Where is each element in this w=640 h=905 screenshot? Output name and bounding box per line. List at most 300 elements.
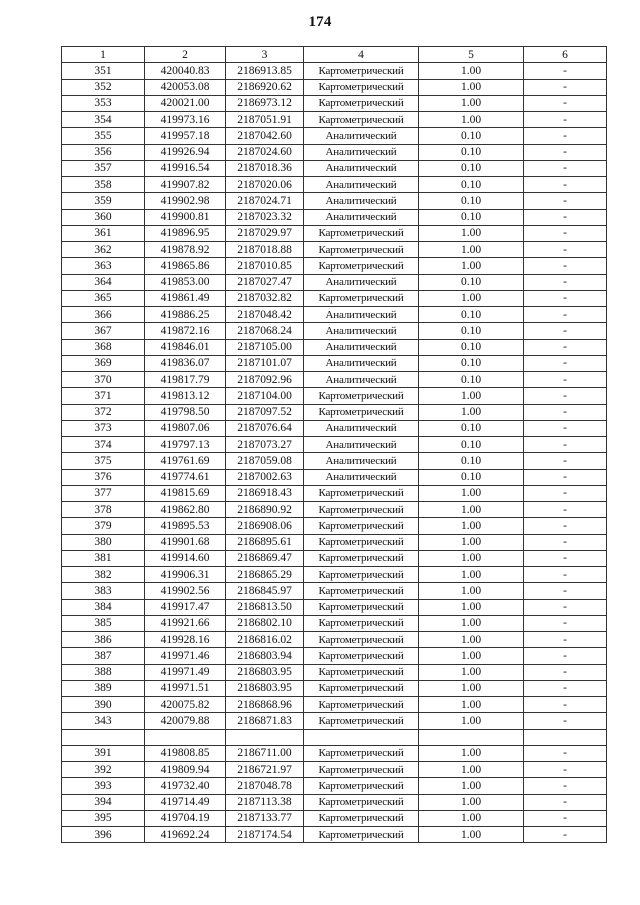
cell-accuracy: 1.00 bbox=[419, 290, 524, 306]
cell-method: Картометрический bbox=[304, 550, 419, 566]
cell-y: 2187027.47 bbox=[226, 274, 304, 290]
cell-accuracy: 1.00 bbox=[419, 567, 524, 583]
cell-y: 2187073.27 bbox=[226, 437, 304, 453]
cell-point-number: 343 bbox=[62, 713, 145, 729]
cell-note: - bbox=[524, 307, 607, 323]
cell-accuracy: 1.00 bbox=[419, 697, 524, 713]
cell-method: Картометрический bbox=[304, 485, 419, 501]
cell-point-number: 376 bbox=[62, 469, 145, 485]
cell-point-number: 392 bbox=[62, 762, 145, 778]
cell-x: 420079.88 bbox=[145, 713, 226, 729]
table-row bbox=[62, 713, 607, 729]
cell-y: 2187133.77 bbox=[226, 810, 304, 826]
cell-x: 419836.07 bbox=[145, 355, 226, 371]
cell-accuracy: 1.00 bbox=[419, 632, 524, 648]
cell-x: 419774.61 bbox=[145, 469, 226, 485]
cell-point-number: 393 bbox=[62, 778, 145, 794]
cell-method bbox=[304, 729, 419, 745]
cell-note: - bbox=[524, 632, 607, 648]
col-header-x: 2 bbox=[145, 47, 226, 63]
cell-x: 419807.06 bbox=[145, 420, 226, 436]
cell-point-number: 363 bbox=[62, 258, 145, 274]
cell-method: Картометрический bbox=[304, 404, 419, 420]
cell-method: Картометрический bbox=[304, 697, 419, 713]
cell-point-number: 367 bbox=[62, 323, 145, 339]
cell-x: 419846.01 bbox=[145, 339, 226, 355]
cell-note: - bbox=[524, 567, 607, 583]
cell-point-number: 375 bbox=[62, 453, 145, 469]
cell-y: 2187023.32 bbox=[226, 209, 304, 225]
cell-y: 2186803.94 bbox=[226, 648, 304, 664]
cell-accuracy: 1.00 bbox=[419, 242, 524, 258]
cell-y: 2186973.12 bbox=[226, 95, 304, 111]
cell-method: Аналитический bbox=[304, 339, 419, 355]
cell-y: 2187020.06 bbox=[226, 177, 304, 193]
table-row bbox=[62, 745, 607, 761]
cell-y: 2187048.78 bbox=[226, 778, 304, 794]
cell-accuracy: 1.00 bbox=[419, 79, 524, 95]
cell-x: 419971.46 bbox=[145, 648, 226, 664]
cell-point-number: 390 bbox=[62, 697, 145, 713]
cell-x: 419896.95 bbox=[145, 225, 226, 241]
cell-x: 419704.19 bbox=[145, 810, 226, 826]
cell-y: 2186918.43 bbox=[226, 485, 304, 501]
cell-note: - bbox=[524, 518, 607, 534]
cell-method: Аналитический bbox=[304, 437, 419, 453]
cell-note: - bbox=[524, 388, 607, 404]
cell-accuracy: 1.00 bbox=[419, 63, 524, 79]
cell-point-number: 386 bbox=[62, 632, 145, 648]
cell-note: - bbox=[524, 63, 607, 79]
cell-point-number: 356 bbox=[62, 144, 145, 160]
table-row bbox=[62, 323, 607, 339]
cell-method: Картометрический bbox=[304, 518, 419, 534]
cell-y: 2186895.61 bbox=[226, 534, 304, 550]
table-row bbox=[62, 160, 607, 176]
cell-method: Картометрический bbox=[304, 599, 419, 615]
cell-point-number: 373 bbox=[62, 420, 145, 436]
cell-x: 419815.69 bbox=[145, 485, 226, 501]
table-row bbox=[62, 680, 607, 696]
cell-accuracy: 0.10 bbox=[419, 420, 524, 436]
cell-x: 419914.60 bbox=[145, 550, 226, 566]
cell-accuracy: 0.10 bbox=[419, 193, 524, 209]
cell-point-number: 374 bbox=[62, 437, 145, 453]
cell-method: Картометрический bbox=[304, 680, 419, 696]
cell-accuracy bbox=[419, 729, 524, 745]
cell-point-number: 372 bbox=[62, 404, 145, 420]
cell-x: 419895.53 bbox=[145, 518, 226, 534]
coordinates-table bbox=[61, 46, 607, 843]
cell-accuracy: 0.10 bbox=[419, 307, 524, 323]
cell-method: Аналитический bbox=[304, 193, 419, 209]
cell-method: Картометрический bbox=[304, 762, 419, 778]
cell-note: - bbox=[524, 745, 607, 761]
cell-note: - bbox=[524, 762, 607, 778]
table-row bbox=[62, 453, 607, 469]
cell-method: Аналитический bbox=[304, 144, 419, 160]
cell-method: Картометрический bbox=[304, 583, 419, 599]
cell-method: Аналитический bbox=[304, 274, 419, 290]
cell-y: 2187092.96 bbox=[226, 372, 304, 388]
cell-note: - bbox=[524, 534, 607, 550]
cell-method: Картометрический bbox=[304, 79, 419, 95]
cell-accuracy: 0.10 bbox=[419, 160, 524, 176]
cell-method: Картометрический bbox=[304, 290, 419, 306]
table-row bbox=[62, 258, 607, 274]
cell-accuracy: 1.00 bbox=[419, 778, 524, 794]
cell-x: 419798.50 bbox=[145, 404, 226, 420]
cell-point-number: 361 bbox=[62, 225, 145, 241]
table-row bbox=[62, 404, 607, 420]
cell-accuracy: 0.10 bbox=[419, 372, 524, 388]
cell-note: - bbox=[524, 339, 607, 355]
cell-x: 420075.82 bbox=[145, 697, 226, 713]
cell-note: - bbox=[524, 599, 607, 615]
cell-method: Картометрический bbox=[304, 778, 419, 794]
cell-note: - bbox=[524, 372, 607, 388]
cell-y: 2187105.00 bbox=[226, 339, 304, 355]
cell-accuracy: 1.00 bbox=[419, 810, 524, 826]
cell-x: 419906.31 bbox=[145, 567, 226, 583]
table-row bbox=[62, 95, 607, 111]
table-row bbox=[62, 632, 607, 648]
cell-x: 419971.49 bbox=[145, 664, 226, 680]
cell-x: 419761.69 bbox=[145, 453, 226, 469]
cell-note: - bbox=[524, 404, 607, 420]
table-row bbox=[62, 420, 607, 436]
cell-method: Картометрический bbox=[304, 258, 419, 274]
cell-x: 419714.49 bbox=[145, 794, 226, 810]
cell-point-number: 359 bbox=[62, 193, 145, 209]
cell-accuracy: 0.10 bbox=[419, 144, 524, 160]
cell-y: 2187174.54 bbox=[226, 827, 304, 843]
cell-y: 2186871.83 bbox=[226, 713, 304, 729]
cell-note: - bbox=[524, 453, 607, 469]
cell-note: - bbox=[524, 177, 607, 193]
table-row bbox=[62, 79, 607, 95]
cell-y: 2187059.08 bbox=[226, 453, 304, 469]
col-header-note: 6 bbox=[524, 47, 607, 63]
cell-method: Картометрический bbox=[304, 713, 419, 729]
cell-y: 2186721.97 bbox=[226, 762, 304, 778]
cell-y: 2186802.10 bbox=[226, 615, 304, 631]
cell-y: 2187010.85 bbox=[226, 258, 304, 274]
cell-note: - bbox=[524, 502, 607, 518]
cell-note: - bbox=[524, 225, 607, 241]
table-row bbox=[62, 502, 607, 518]
cell-accuracy: 1.00 bbox=[419, 599, 524, 615]
cell-point-number: 368 bbox=[62, 339, 145, 355]
cell-x: 419917.47 bbox=[145, 599, 226, 615]
cell-point-number: 365 bbox=[62, 290, 145, 306]
cell-accuracy: 0.10 bbox=[419, 469, 524, 485]
cell-method: Картометрический bbox=[304, 810, 419, 826]
cell-x: 419971.51 bbox=[145, 680, 226, 696]
table-row bbox=[62, 339, 607, 355]
cell-method: Картометрический bbox=[304, 225, 419, 241]
cell-method: Картометрический bbox=[304, 388, 419, 404]
cell-point-number bbox=[62, 729, 145, 745]
cell-note: - bbox=[524, 810, 607, 826]
cell-note: - bbox=[524, 160, 607, 176]
cell-y: 2186816.02 bbox=[226, 632, 304, 648]
cell-accuracy: 0.10 bbox=[419, 437, 524, 453]
table-row bbox=[62, 794, 607, 810]
table-row bbox=[62, 729, 607, 745]
cell-point-number: 355 bbox=[62, 128, 145, 144]
cell-accuracy: 1.00 bbox=[419, 745, 524, 761]
cell-note: - bbox=[524, 437, 607, 453]
table-row bbox=[62, 128, 607, 144]
col-header-accuracy: 5 bbox=[419, 47, 524, 63]
cell-accuracy: 1.00 bbox=[419, 550, 524, 566]
cell-y: 2187018.88 bbox=[226, 242, 304, 258]
cell-x: 419901.68 bbox=[145, 534, 226, 550]
cell-accuracy: 1.00 bbox=[419, 502, 524, 518]
cell-point-number: 364 bbox=[62, 274, 145, 290]
cell-x: 419973.16 bbox=[145, 112, 226, 128]
cell-x: 419926.94 bbox=[145, 144, 226, 160]
cell-point-number: 366 bbox=[62, 307, 145, 323]
table-row bbox=[62, 583, 607, 599]
cell-point-number: 381 bbox=[62, 550, 145, 566]
cell-note: - bbox=[524, 469, 607, 485]
cell-point-number: 396 bbox=[62, 827, 145, 843]
cell-note: - bbox=[524, 290, 607, 306]
cell-point-number: 388 bbox=[62, 664, 145, 680]
cell-y: 2187076.64 bbox=[226, 420, 304, 436]
cell-note: - bbox=[524, 583, 607, 599]
cell-x: 419862.80 bbox=[145, 502, 226, 518]
cell-x: 419817.79 bbox=[145, 372, 226, 388]
table-row bbox=[62, 225, 607, 241]
cell-point-number: 380 bbox=[62, 534, 145, 550]
col-header-point-number: 1 bbox=[62, 47, 145, 63]
cell-accuracy: 0.10 bbox=[419, 274, 524, 290]
cell-point-number: 394 bbox=[62, 794, 145, 810]
cell-x: 419878.92 bbox=[145, 242, 226, 258]
table-row bbox=[62, 648, 607, 664]
cell-x: 419861.49 bbox=[145, 290, 226, 306]
cell-point-number: 370 bbox=[62, 372, 145, 388]
cell-y: 2187101.07 bbox=[226, 355, 304, 371]
cell-y: 2187029.97 bbox=[226, 225, 304, 241]
cell-x: 419921.66 bbox=[145, 615, 226, 631]
cell-method: Картометрический bbox=[304, 794, 419, 810]
cell-note: - bbox=[524, 680, 607, 696]
cell-note: - bbox=[524, 323, 607, 339]
cell-point-number: 358 bbox=[62, 177, 145, 193]
cell-accuracy: 1.00 bbox=[419, 388, 524, 404]
cell-y: 2186920.62 bbox=[226, 79, 304, 95]
cell-note: - bbox=[524, 128, 607, 144]
cell-point-number: 352 bbox=[62, 79, 145, 95]
cell-method: Аналитический bbox=[304, 420, 419, 436]
cell-note: - bbox=[524, 550, 607, 566]
table-row bbox=[62, 762, 607, 778]
table-row bbox=[62, 827, 607, 843]
cell-method: Аналитический bbox=[304, 323, 419, 339]
table-row bbox=[62, 242, 607, 258]
cell-y: 2186890.92 bbox=[226, 502, 304, 518]
cell-note: - bbox=[524, 648, 607, 664]
cell-note: - bbox=[524, 95, 607, 111]
cell-accuracy: 1.00 bbox=[419, 404, 524, 420]
col-header-method: 4 bbox=[304, 47, 419, 63]
cell-x: 419928.16 bbox=[145, 632, 226, 648]
cell-y: 2186845.97 bbox=[226, 583, 304, 599]
cell-method: Картометрический bbox=[304, 567, 419, 583]
cell-accuracy: 0.10 bbox=[419, 339, 524, 355]
table-row bbox=[62, 274, 607, 290]
cell-x: 419809.94 bbox=[145, 762, 226, 778]
cell-accuracy: 1.00 bbox=[419, 713, 524, 729]
cell-note: - bbox=[524, 664, 607, 680]
cell-y: 2186913.85 bbox=[226, 63, 304, 79]
cell-accuracy: 1.00 bbox=[419, 648, 524, 664]
table-header-row bbox=[62, 47, 607, 63]
cell-point-number: 384 bbox=[62, 599, 145, 615]
cell-x bbox=[145, 729, 226, 745]
cell-point-number: 353 bbox=[62, 95, 145, 111]
cell-point-number: 357 bbox=[62, 160, 145, 176]
cell-y: 2187104.00 bbox=[226, 388, 304, 404]
cell-method: Аналитический bbox=[304, 307, 419, 323]
cell-method: Картометрический bbox=[304, 745, 419, 761]
cell-method: Аналитический bbox=[304, 372, 419, 388]
cell-y: 2187051.91 bbox=[226, 112, 304, 128]
cell-x: 420021.00 bbox=[145, 95, 226, 111]
cell-y: 2186868.96 bbox=[226, 697, 304, 713]
cell-x: 419886.25 bbox=[145, 307, 226, 323]
table-row bbox=[62, 63, 607, 79]
table-row bbox=[62, 518, 607, 534]
cell-note: - bbox=[524, 193, 607, 209]
cell-note: - bbox=[524, 485, 607, 501]
page-number: 174 bbox=[308, 14, 332, 30]
cell-y: 2187068.24 bbox=[226, 323, 304, 339]
table-body bbox=[62, 63, 607, 843]
table-row bbox=[62, 112, 607, 128]
cell-x: 419865.86 bbox=[145, 258, 226, 274]
table-row bbox=[62, 697, 607, 713]
cell-x: 419872.16 bbox=[145, 323, 226, 339]
cell-note: - bbox=[524, 827, 607, 843]
cell-method: Аналитический bbox=[304, 453, 419, 469]
cell-x: 419916.54 bbox=[145, 160, 226, 176]
cell-y: 2186711.00 bbox=[226, 745, 304, 761]
cell-method: Аналитический bbox=[304, 355, 419, 371]
cell-x: 419692.24 bbox=[145, 827, 226, 843]
cell-accuracy: 0.10 bbox=[419, 355, 524, 371]
cell-note: - bbox=[524, 274, 607, 290]
cell-point-number: 379 bbox=[62, 518, 145, 534]
cell-accuracy: 1.00 bbox=[419, 827, 524, 843]
cell-y: 2187097.52 bbox=[226, 404, 304, 420]
cell-note: - bbox=[524, 258, 607, 274]
cell-note: - bbox=[524, 144, 607, 160]
table-row bbox=[62, 599, 607, 615]
table-row bbox=[62, 778, 607, 794]
cell-note bbox=[524, 729, 607, 745]
cell-accuracy: 0.10 bbox=[419, 453, 524, 469]
cell-accuracy: 0.10 bbox=[419, 177, 524, 193]
cell-y: 2187024.71 bbox=[226, 193, 304, 209]
cell-y: 2187032.82 bbox=[226, 290, 304, 306]
table-row bbox=[62, 550, 607, 566]
cell-point-number: 369 bbox=[62, 355, 145, 371]
cell-method: Аналитический bbox=[304, 209, 419, 225]
cell-y: 2186869.47 bbox=[226, 550, 304, 566]
cell-y: 2187042.60 bbox=[226, 128, 304, 144]
table-row bbox=[62, 307, 607, 323]
cell-point-number: 377 bbox=[62, 485, 145, 501]
table-row bbox=[62, 193, 607, 209]
table-row bbox=[62, 437, 607, 453]
cell-note: - bbox=[524, 615, 607, 631]
table-row bbox=[62, 534, 607, 550]
cell-x: 419957.18 bbox=[145, 128, 226, 144]
cell-point-number: 389 bbox=[62, 680, 145, 696]
table-row bbox=[62, 372, 607, 388]
table-row bbox=[62, 177, 607, 193]
cell-point-number: 383 bbox=[62, 583, 145, 599]
cell-method: Картометрический bbox=[304, 242, 419, 258]
cell-x: 419900.81 bbox=[145, 209, 226, 225]
table-row bbox=[62, 615, 607, 631]
table-row bbox=[62, 355, 607, 371]
cell-accuracy: 1.00 bbox=[419, 225, 524, 241]
cell-point-number: 378 bbox=[62, 502, 145, 518]
cell-method: Аналитический bbox=[304, 469, 419, 485]
cell-note: - bbox=[524, 778, 607, 794]
cell-method: Картометрический bbox=[304, 648, 419, 664]
cell-y: 2187018.36 bbox=[226, 160, 304, 176]
cell-point-number: 385 bbox=[62, 615, 145, 631]
cell-x: 419902.98 bbox=[145, 193, 226, 209]
cell-y: 2187002.63 bbox=[226, 469, 304, 485]
cell-method: Картометрический bbox=[304, 615, 419, 631]
cell-point-number: 360 bbox=[62, 209, 145, 225]
cell-note: - bbox=[524, 713, 607, 729]
table-row bbox=[62, 290, 607, 306]
cell-method: Аналитический bbox=[304, 177, 419, 193]
cell-point-number: 395 bbox=[62, 810, 145, 826]
cell-accuracy: 1.00 bbox=[419, 664, 524, 680]
cell-note: - bbox=[524, 79, 607, 95]
table-row bbox=[62, 388, 607, 404]
cell-note: - bbox=[524, 209, 607, 225]
cell-accuracy: 1.00 bbox=[419, 258, 524, 274]
cell-point-number: 354 bbox=[62, 112, 145, 128]
cell-y: 2186803.95 bbox=[226, 680, 304, 696]
cell-note: - bbox=[524, 420, 607, 436]
cell-point-number: 351 bbox=[62, 63, 145, 79]
cell-accuracy: 0.10 bbox=[419, 128, 524, 144]
cell-accuracy: 1.00 bbox=[419, 534, 524, 550]
cell-x: 419813.12 bbox=[145, 388, 226, 404]
cell-note: - bbox=[524, 697, 607, 713]
cell-y: 2186813.50 bbox=[226, 599, 304, 615]
cell-note: - bbox=[524, 112, 607, 128]
cell-note: - bbox=[524, 355, 607, 371]
cell-point-number: 362 bbox=[62, 242, 145, 258]
cell-y: 2187048.42 bbox=[226, 307, 304, 323]
table-row bbox=[62, 144, 607, 160]
cell-accuracy: 1.00 bbox=[419, 762, 524, 778]
cell-method: Картометрический bbox=[304, 63, 419, 79]
